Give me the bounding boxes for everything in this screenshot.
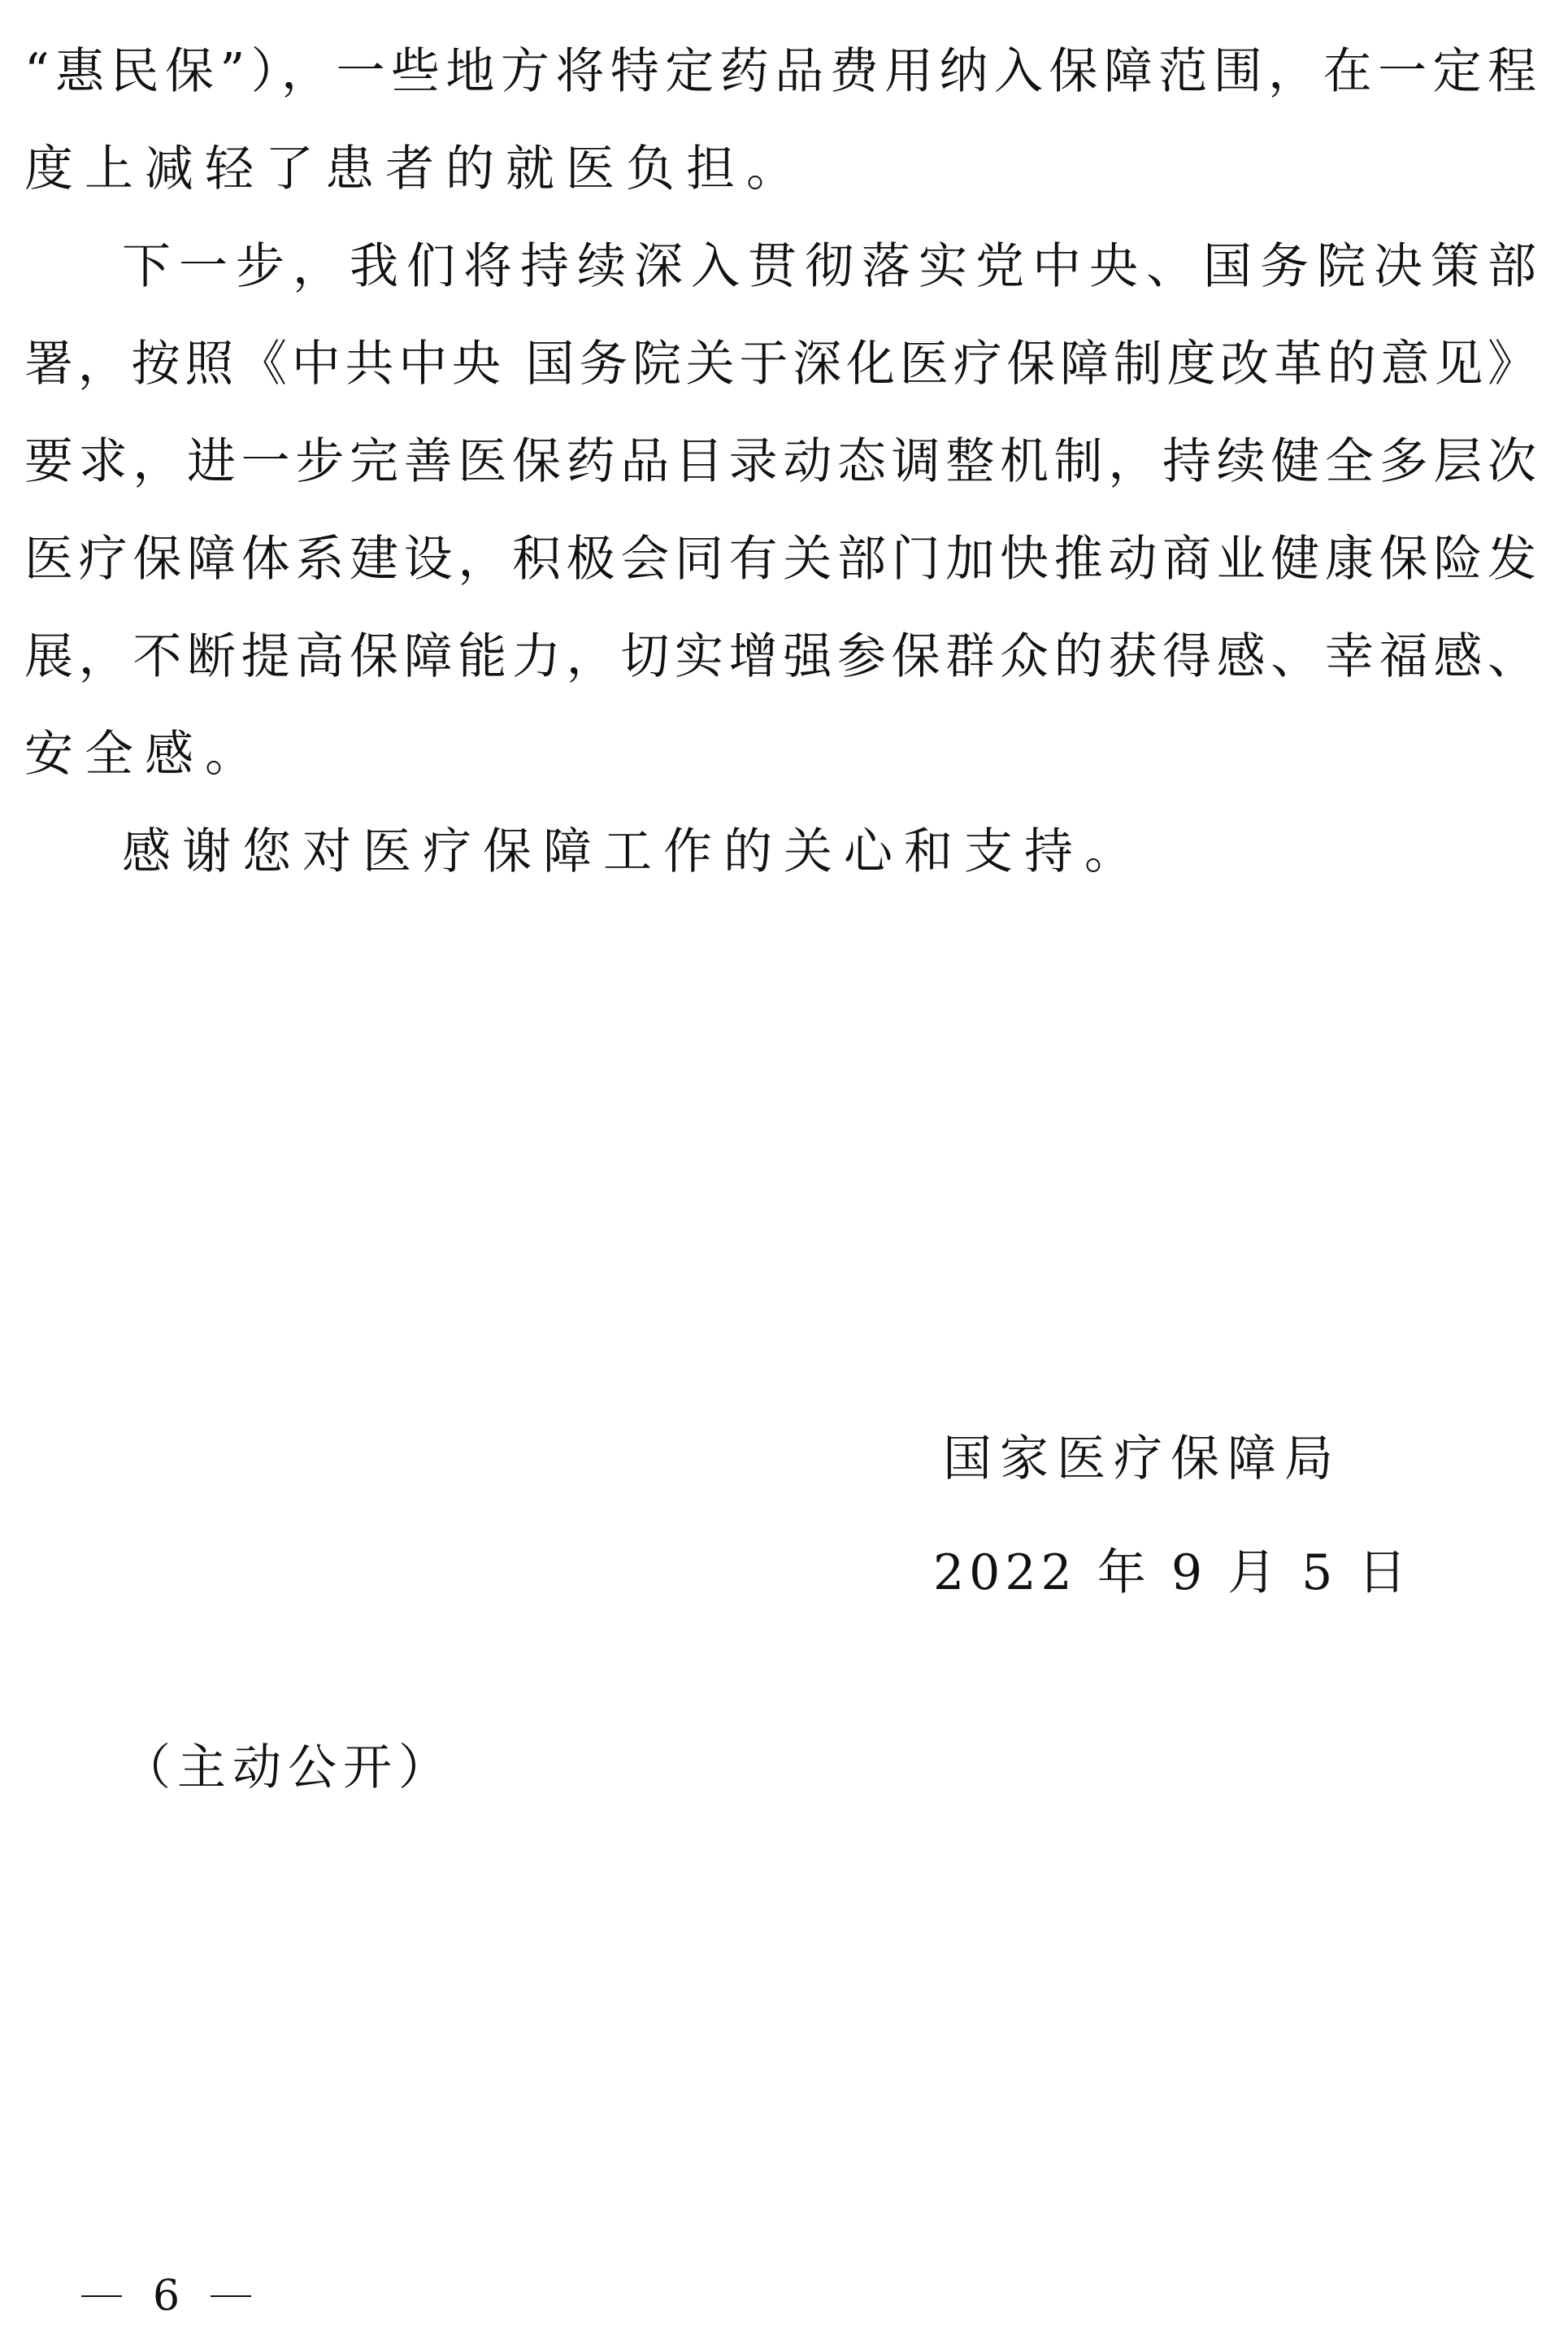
paragraph-line: 医疗保障体系建设，积极会同有关部门加快推动商业健康保险发 [24,531,1536,588]
issuing-organization: 国家医疗保障局 [943,1431,1341,1487]
issue-date: 2022 年 9 月 5 日 [933,1544,1412,1601]
paragraph-line: 度上减轻了患者的就医负担。 [24,141,806,198]
disclosure-note: （主动公开） [122,1739,454,1796]
paragraph-line: 安全感。 [24,726,265,783]
page-number-value: 6 [153,2272,180,2321]
paragraph-line: 感谢您对医疗保障工作的关心和支持。 [122,823,1145,880]
paragraph-line: “惠民保”），一些地方将特定药品费用纳入保障范围，在一定程 [24,43,1536,100]
paragraph-line: 署，按照《中共中央 国务院关于深化医疗保障制度改革的意见》 [24,336,1536,393]
page-number-dash-right [211,2295,251,2297]
paragraph-line: 下一步，我们将持续深入贯彻落实党中央、国务院决策部 [122,238,1536,295]
paragraph-line: 要求，进一步完善医保药品目录动态调整机制，持续健全多层次 [24,433,1536,490]
page-number [81,2268,251,2325]
page-number-dash-left [81,2295,122,2297]
paragraph-line: 展，不断提高保障能力，切实增强参保群众的获得感、幸福感、 [24,628,1536,685]
